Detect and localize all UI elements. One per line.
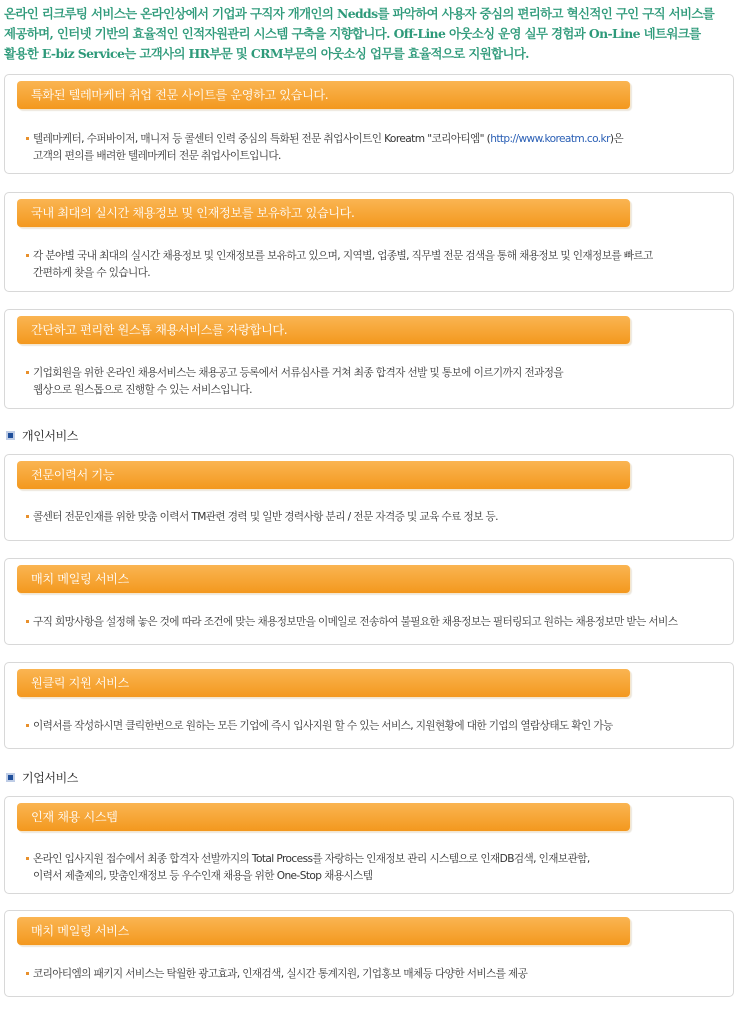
bullet-icon	[26, 620, 29, 623]
service-description: 온라인 입사지원 접수에서 최종 합격자 선발까지의 Total Process를 자랑하는 인재정보 관리 시스템으로 인재DB검색, 인재보관함, 이력서 제출제의, 맞춤인재정보 등 우수인재 채용을 위한 One-Stop 채용시스템	[33, 851, 590, 885]
service-box	[4, 796, 734, 894]
service-title-bar: 매치 메일링 서비스	[17, 565, 630, 593]
square-bullet-icon	[6, 431, 15, 440]
service-box	[4, 558, 734, 645]
bullet-icon	[26, 857, 29, 860]
service-title-bar: 인재 채용 시스템	[17, 803, 630, 831]
intro-line: 온라인 리크루팅 서비스는 온라인상에서 기업과 구직자 개개인의 Nedds를 파악하여 사용자 중심의 편리하고 혁신적인 구인 구직 서비스를	[4, 6, 715, 21]
service-description: 구직 희망사항을 설정해 놓은 것에 따라 조건에 맞는 채용정보만을 이메일로 전송하여 불필요한 채용정보는 필터링되고 원하는 채용정보만 받는 서비스	[33, 614, 677, 631]
bullet-icon	[26, 972, 29, 975]
intro-line: 활용한 E-biz Service는 고객사의 HR부문 및 CRM부문의 아웃소싱 업무를 효율적으로 지원합니다.	[4, 46, 529, 61]
bullet-icon	[26, 371, 29, 374]
service-description: 콜센터 전문인재를 위한 맞춤 이력서 TM관련 경력 및 일반 경력사항 분리 / 전문 자격증 및 교육 수료 정보 등.	[33, 509, 498, 526]
service-title-bar: 매치 메일링 서비스	[17, 917, 630, 945]
service-box	[4, 910, 734, 997]
bullet-icon	[26, 724, 29, 727]
service-box	[4, 662, 734, 749]
feature-box	[4, 74, 734, 174]
feature-title-bar: 국내 최대의 실시간 채용정보 및 인재정보를 보유하고 있습니다.	[17, 199, 630, 227]
service-title-bar: 원클릭 지원 서비스	[17, 669, 630, 697]
feature-description: 각 분야별 국내 최대의 실시간 채용정보 및 인재정보를 보유하고 있으며, 지역별, 업종별, 직무별 전문 검색을 통해 채용정보 및 인재정보를 빠르고 간편하게 찾을 수 있습니다.	[33, 248, 653, 282]
service-description: 코리아티엠의 패키지 서비스는 탁월한 광고효과, 인재검색, 실시간 통계지원, 기업홍보 매체등 다양한 서비스를 제공	[33, 966, 527, 983]
bullet-icon	[26, 515, 29, 518]
feature-description: 기업회원을 위한 온라인 채용서비스는 채용공고 등록에서 서류심사를 거쳐 최종 합격자 선발 및 통보에 이르기까지 전과정을 웹상으로 원스톱으로 진행할 수 있는 서비스입니다.	[33, 365, 563, 399]
intro-line: 제공하며, 인터넷 기반의 효율적인 인적자원관리 시스템 구축을 지향합니다. Off-Line 아웃소싱 운영 실무 경험과 On-Line 네트워크를	[4, 26, 701, 41]
service-box	[4, 454, 734, 541]
square-bullet-icon	[6, 773, 15, 782]
koreatm-link[interactable]: http://www.koreatm.co.kr	[490, 133, 610, 145]
feature-box	[4, 309, 734, 409]
intro-paragraph	[4, 4, 736, 64]
feature-description: 텔레마케터, 수퍼바이저, 매니저 등 콜센터 인력 중심의 특화된 전문 취업사이트인 Koreatm "코리아티엠" (http://www.koreatm.co.kr)은 고객의 편의를 배려한 텔레마케터 전문 취업사이트입니다.	[33, 131, 623, 165]
service-description: 이력서를 작성하시면 클릭한번으로 원하는 모든 기업에 즉시 입사지원 할 수 있는 서비스, 지원현황에 대한 기업의 열람상태도 확인 가능	[33, 718, 613, 735]
feature-title-bar: 특화된 텔레마케터 취업 전문 사이트를 운영하고 있습니다.	[17, 81, 630, 109]
bullet-icon	[26, 254, 29, 257]
bullet-icon	[26, 137, 29, 140]
feature-title-bar: 간단하고 편리한 원스톱 채용서비스를 자랑합니다.	[17, 316, 630, 344]
service-title-bar: 전문이력서 기능	[17, 461, 630, 489]
feature-box	[4, 192, 734, 292]
